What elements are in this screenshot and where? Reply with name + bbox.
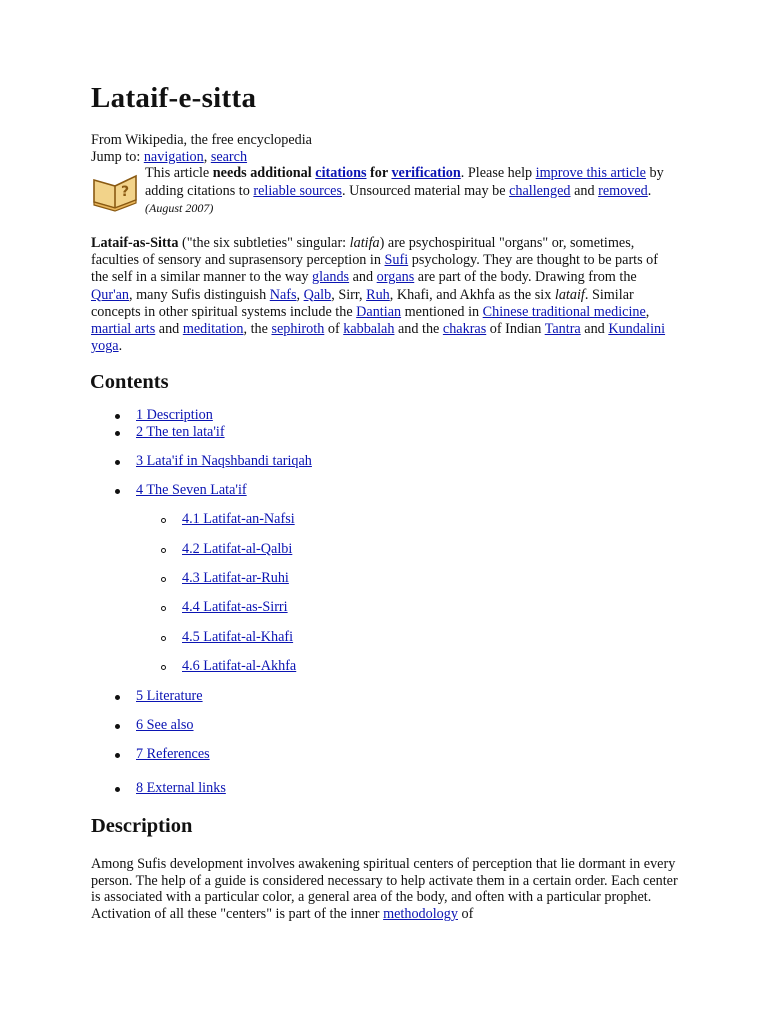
svg-text:?: ? [121,184,130,200]
intro-paragraph [91,235,673,355]
glands-link[interactable]: glands [312,269,350,286]
jump-separator: , [203,149,211,165]
qalb-link[interactable]: Qalb [303,286,332,303]
sufi-link[interactable]: Sufi [384,252,409,269]
notice-bold: needs additional [212,165,316,181]
circle-bullet [161,518,166,523]
circle-bullet [161,665,166,670]
chinese-medicine-link[interactable]: Chinese traditional medicine [482,303,646,320]
text: , the [243,321,272,338]
description-paragraph [91,856,681,922]
toc-item-akhfa[interactable]: 4.6 Latifat-al-Akhfa [182,658,297,674]
text: Among Sufis development involves awakening spiritual centers of perception that lie dormant in every person. The help of a guide is considered necessary to help activate them in a certain order. Each center is associated with a particular color, a general area of the body, and often with a particular prophet. Activation of all these "centers" is part of the inner [91,856,678,922]
meditation-link[interactable]: meditation [182,321,244,338]
quran-link[interactable]: Qur'an [91,286,130,303]
notice-text: . [647,182,652,199]
kabbalah-link[interactable]: kabbalah [343,321,395,338]
text: ) are psychospiritual "organs" or, sometimes, faculties of sensory and suprasensory perception in [91,235,635,269]
toc-item-literature[interactable]: 5 Literature [136,688,203,704]
text: psychology. They are thought to be parts of the self in a similar manner to the way [91,252,658,286]
nafs-link[interactable]: Nafs [269,286,297,303]
text: , Sirr, [331,286,367,303]
martial-arts-link[interactable]: martial arts [91,321,156,338]
text-italic: latifa [349,235,380,251]
toc-item-external-links[interactable]: 8 External links [136,780,226,796]
navigation-link[interactable]: navigation [143,149,204,165]
circle-bullet [161,606,166,611]
bullet [115,414,120,419]
text: of Indian [486,321,545,338]
toc-item-description[interactable]: 1 Description [136,407,213,423]
text-italic: lataif [554,286,585,303]
text: . [118,338,123,355]
description-heading: Description [91,815,193,837]
notice-text: This article [145,165,213,181]
text: are part of the body. Drawing from the [414,269,637,286]
notice-date: (August 2007) [145,201,214,215]
bullet [115,787,120,792]
challenged-link[interactable]: challenged [509,182,571,199]
organs-link[interactable]: organs [376,269,415,286]
chakras-link[interactable]: chakras [442,321,487,338]
text: and [349,269,377,286]
text: and [580,321,609,338]
text: mentioned in [401,303,483,320]
bullet [115,695,120,700]
toc-item-nafsi[interactable]: 4.1 Latifat-an-Nafsi [182,511,295,527]
citations-link[interactable]: citations [315,165,367,181]
yoga-link[interactable]: yoga [91,338,119,355]
toc-item-qalbi[interactable]: 4.2 Latifat-al-Qalbi [182,541,293,557]
toc-item-khafi[interactable]: 4.5 Latifat-al-Khafi [182,629,294,645]
tantra-link[interactable]: Tantra [544,321,581,338]
toc-item-seven-lataif[interactable]: 4 The Seven Lata'if [136,482,247,498]
page-title: Lataif-e-sitta [91,82,257,114]
text: ("the six subtleties" singular: [178,235,350,251]
toc-item-naqshbandi[interactable]: 3 Lata'if in Naqshbandi tariqah [136,453,312,469]
circle-bullet [161,577,166,582]
text: . Similar concepts in other spiritual systems include the [91,286,634,320]
kundalini-link[interactable]: Kundalini [608,321,666,338]
methodology-link[interactable]: methodology [383,905,458,922]
text: and [155,321,183,338]
jump-prefix: Jump to: [91,149,144,165]
term-bold: Lataif-as-Sitta [91,235,179,251]
notice-text: . Unsourced material may be [342,182,510,199]
notice-text: . Please help [460,165,536,181]
dantian-link[interactable]: Dantian [356,303,402,320]
bullet [115,724,120,729]
text: , Khafi, and Akhfa as the six [389,286,555,303]
bullet [115,460,120,465]
improve-article-link[interactable]: improve this article [535,165,646,181]
toc-item-references[interactable]: 7 References [136,746,210,762]
toc-item-ruhi[interactable]: 4.3 Latifat-ar-Ruhi [182,570,289,586]
contents-heading: Contents [90,371,169,393]
text: of [457,905,474,922]
toc-item-ten-lataif[interactable]: 2 The ten lata'if [136,424,225,440]
text: , [296,286,304,303]
book-question-icon [91,170,139,212]
bullet [115,431,120,436]
circle-bullet [161,548,166,553]
removed-link[interactable]: removed [598,182,648,199]
refimprove-notice [145,165,685,218]
circle-bullet [161,636,166,641]
search-link[interactable]: search [210,149,248,165]
text: , [645,303,650,320]
notice-bold-for: for [366,165,392,181]
text: and the [394,321,443,338]
notice-text: by adding citations to [145,165,664,199]
reliable-sources-link[interactable]: reliable sources [253,182,343,199]
sephiroth-link[interactable]: sephiroth [271,321,325,338]
toc-item-sirri[interactable]: 4.4 Latifat-as-Sirri [182,599,288,615]
bullet [115,753,120,758]
toc-item-see-also[interactable]: 6 See also [136,717,194,733]
verification-link[interactable]: verification [391,165,461,181]
ruh-link[interactable]: Ruh [366,286,390,303]
bullet [115,489,120,494]
notice-text: and [570,182,599,199]
text: , many Sufis distinguish [129,286,270,303]
jump-to [91,149,247,166]
site-subtitle: From Wikipedia, the free encyclopedia [91,132,312,148]
text: of [324,321,344,338]
